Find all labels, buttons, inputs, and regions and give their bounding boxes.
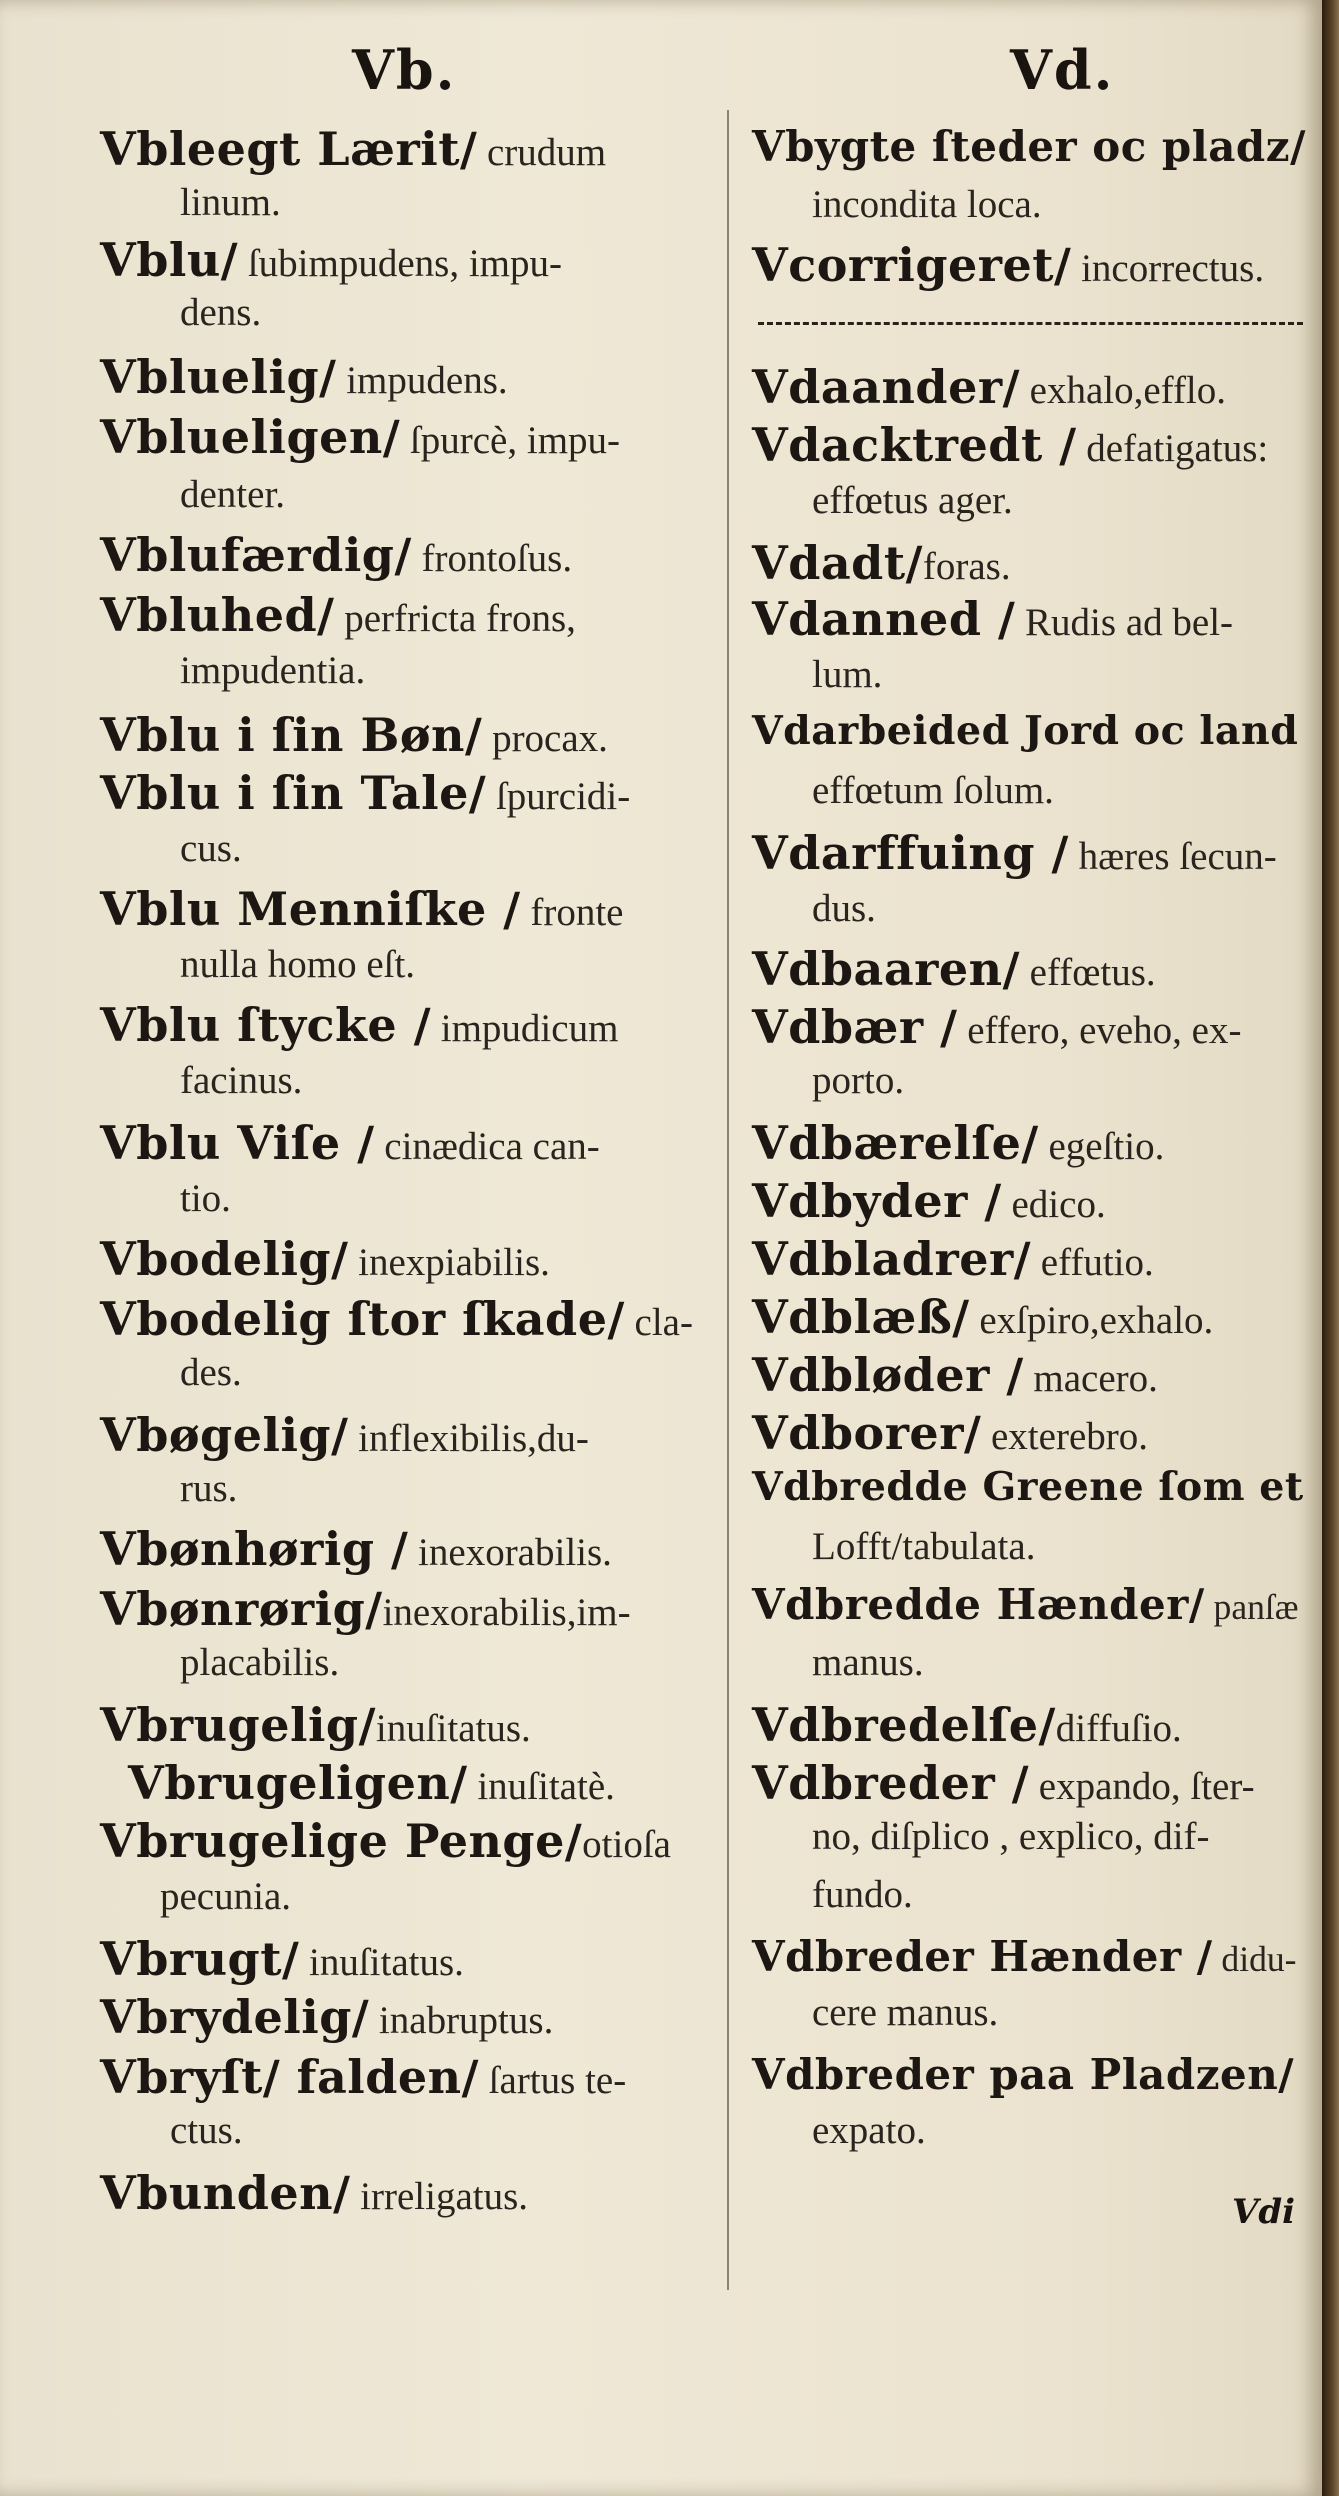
entry-definition: diffuſio. [1055,1707,1182,1750]
entry-definition: panſæ [1204,1587,1299,1627]
entry-definition: macero. [1023,1357,1158,1400]
entry-headword: Vblu Viſe / [100,1116,375,1170]
entry-headword: Vcorrigeret/ [752,238,1072,292]
dictionary-entry [100,1698,531,1752]
entry-headword: Vbodelig/ [100,1232,349,1286]
entry-continuation: linum. [180,181,281,224]
dictionary-entry [100,1582,631,1636]
dictionary-entry [100,708,608,762]
dictionary-entry [752,360,1226,414]
entry-definition: inabruptus. [369,1999,554,2042]
entry-definition: exterebro. [981,1415,1148,1458]
entry-definition: inflexibilis,du- [348,1417,589,1460]
entry-headword: Vblufærdig/ [100,528,412,582]
entry-definition: crudum [477,131,607,174]
dictionary-entry [752,536,1011,590]
entry-definition: ſpurcè, impu- [400,419,621,462]
dictionary-entry [752,1756,1255,1810]
column-divider [727,110,729,2290]
entry-continuation: effœtum ſolum. [812,769,1054,812]
dictionary-entry [752,826,1277,880]
entry-headword: Vbønrørig/ [100,1582,383,1636]
entry-definition: procax. [482,717,608,760]
entry-definition: inuſitatus. [375,1707,531,1750]
entry-headword: Vdbredelſe/ [752,1698,1056,1752]
entry-continuation: manus. [812,1641,924,1684]
entry-continuation: ctus. [170,2109,243,2152]
catchword: Vdi [1232,2192,1296,2232]
entry-headword: Vdbær / [752,1000,958,1054]
entry-definition: exſpiro,exhalo. [969,1299,1214,1342]
entry-definition: effutio. [1031,1241,1154,1284]
dictionary-entry [752,592,1233,646]
entry-headword: Vbryſt/ falden/ [100,2050,479,2104]
entry-continuation: fundo. [812,1873,913,1916]
entry-definition: edico. [1001,1183,1106,1226]
section-rule [758,322,1303,325]
dictionary-entry [752,1464,1304,1510]
dictionary-entry [752,708,1298,754]
dictionary-entry [752,238,1264,292]
entry-headword: Vdbreder Hænder / [752,1932,1213,1981]
dictionary-entry [752,1232,1154,1286]
entry-headword: Vdbaaren/ [752,942,1020,996]
entry-headword: Vdborer/ [752,1406,982,1460]
dictionary-entry [100,1232,550,1286]
entry-continuation: facinus. [180,1059,303,1102]
entry-continuation: expato. [812,2109,926,2152]
dictionary-entry [100,1814,671,1868]
entry-definition: impudens. [336,359,508,402]
entry-headword: Vbygte ſteder oc pladz/ [752,122,1306,171]
entry-headword: Vblu i ſin Bøn/ [100,708,483,762]
entry-continuation: des. [180,1351,242,1394]
entry-definition: effero, eveho, ex- [957,1009,1242,1052]
entry-headword: Vdaander/ [752,360,1020,414]
dictionary-entry [100,350,508,404]
dictionary-entry [100,233,562,287]
running-head-left: Vb. [352,38,457,102]
entry-definition: inuſitatè. [467,1765,615,1808]
entry-headword: Vbrugt/ [100,1932,300,1986]
dictionary-entry [100,588,576,642]
entry-headword: Vblu ſtycke / [100,998,432,1052]
entry-continuation: denter. [180,473,286,516]
entry-headword: Vdanned / [752,592,1016,646]
dictionary-entry [752,2050,1294,2099]
entry-continuation: nulla homo eſt. [180,943,416,986]
entry-definition: foras. [922,545,1011,588]
entry-continuation: incondita loca. [812,183,1042,226]
entry-headword: Vbluhed/ [100,588,335,642]
entry-headword: Vdbærelſe/ [752,1116,1039,1170]
entry-continuation: dens. [180,291,262,334]
dictionary-entry [752,122,1306,171]
dictionary-entry [752,1406,1148,1460]
dictionary-entry [100,1116,600,1170]
entry-definition: expando, ſter- [1029,1765,1255,1808]
entry-headword: Vdbreder paa Pladzen/ [752,2050,1295,2099]
dictionary-entry [752,1348,1158,1402]
entry-definition: defatigatus: [1076,427,1269,470]
dictionary-entry [100,2050,626,2104]
dictionary-entry [128,1756,615,1810]
dictionary-entry [752,418,1268,472]
dictionary-entry [100,766,630,820]
entry-definition: didu- [1212,1939,1297,1979]
entry-headword: Vbluelig/ [100,350,337,404]
dictionary-entry [100,410,620,464]
entry-continuation: dus. [812,887,876,930]
entry-headword: Vdbladrer/ [752,1232,1032,1286]
entry-headword: Vdblæß/ [752,1290,970,1344]
entry-headword: Vbrugeligen/ [128,1756,468,1810]
entry-headword: Vdarbeided Jord oc land [752,708,1299,754]
dictionary-entry [752,942,1156,996]
entry-definition: ſartus te- [478,2059,627,2102]
entry-definition: irreligatus. [350,2175,529,2218]
entry-definition: hæres ſecun- [1068,835,1277,878]
entry-headword: Vdbredde Greene ſom et [752,1464,1304,1510]
entry-continuation: no, diſplico , explico, dif- [812,1815,1210,1858]
running-head-right: Vd. [1010,38,1115,102]
entry-continuation: effœtus ager. [812,479,1013,522]
entry-definition: ſpurcidi- [486,775,631,818]
entry-headword: Vdacktredt / [752,418,1077,472]
dictionary-entry [752,1698,1182,1752]
dictionary-entry [100,1990,553,2044]
entry-definition: impudicum [431,1007,619,1050]
entry-continuation: Lofft/tabulata. [812,1525,1036,1568]
entry-definition: incorrectus. [1071,247,1265,290]
entry-headword: Vblu Menniſke / [100,882,521,936]
entry-headword: Vdadt/ [752,536,923,590]
entry-definition: perfricta frons, [334,597,576,640]
dictionary-entry [100,1932,464,1986]
dictionary-entry [752,1932,1297,1981]
dictionary-entry [752,1174,1106,1228]
entry-definition: cla- [624,1301,693,1344]
entry-definition: cinædica can- [374,1125,600,1168]
entry-continuation: placabilis. [180,1641,340,1684]
entry-continuation: cus. [180,827,242,870]
entry-definition: effœtus. [1019,951,1156,994]
entry-headword: Vbrugelig/ [100,1698,376,1752]
entry-headword: Vblu/ [100,233,239,287]
entry-headword: Vbodelig ſtor ſkade/ [100,1292,625,1346]
entry-definition: inuſitatus. [299,1941,464,1984]
dictionary-entry [100,1408,589,1462]
entry-continuation: rus. [180,1467,238,1510]
dictionary-entry [100,1522,612,1576]
entry-definition: inexpiabilis. [348,1241,550,1284]
dictionary-entry [752,1000,1241,1054]
entry-continuation: porto. [812,1059,905,1102]
entry-headword: Vbønhørig / [100,1522,409,1576]
entry-definition: frontoſus. [411,537,573,580]
entry-headword: Vdbredde Hænder/ [752,1580,1205,1629]
dictionary-entry [100,2166,528,2220]
entry-headword: Vblu i ſin Tale/ [100,766,487,820]
entry-continuation: cere manus. [812,1991,999,2034]
entry-continuation: tio. [180,1177,231,1220]
dictionary-entry [100,1292,693,1346]
entry-headword: Vbunden/ [100,2166,351,2220]
page-edge [1322,0,1339,2496]
entry-headword: Vbleegt Lærit/ [100,122,478,176]
entry-definition: exhalo,efflo. [1019,369,1227,412]
entry-definition: egeſtio. [1038,1125,1165,1168]
dictionary-entry [100,998,618,1052]
dictionary-entry [752,1290,1213,1344]
entry-definition: Rudis ad bel- [1015,601,1234,644]
entry-headword: Vbrugelige Penge/ [100,1814,583,1868]
entry-headword: Vblueligen/ [100,410,401,464]
entry-headword: Vdbløder / [752,1348,1024,1402]
dictionary-entry [100,122,606,176]
entry-headword: Vdarffuing / [752,826,1069,880]
entry-definition: inexorabilis,im- [382,1591,631,1634]
dictionary-entry [100,528,572,582]
entry-definition: fronte [520,891,624,934]
entry-headword: Vdbreder / [752,1756,1030,1810]
entry-headword: Vbrydelig/ [100,1990,370,2044]
entry-headword: Vdbyder / [752,1174,1002,1228]
entry-definition: ſubimpudens, impu- [238,242,562,285]
entry-continuation: pecunia. [160,1875,292,1918]
dictionary-entry [752,1116,1164,1170]
dictionary-entry [100,882,623,936]
entry-continuation: lum. [812,653,883,696]
entry-headword: Vbøgelig/ [100,1408,349,1462]
entry-definition: inexorabilis. [408,1531,612,1574]
entry-definition: otioſa [582,1823,671,1866]
entry-continuation: impudentia. [180,649,366,692]
dictionary-entry [752,1580,1299,1629]
